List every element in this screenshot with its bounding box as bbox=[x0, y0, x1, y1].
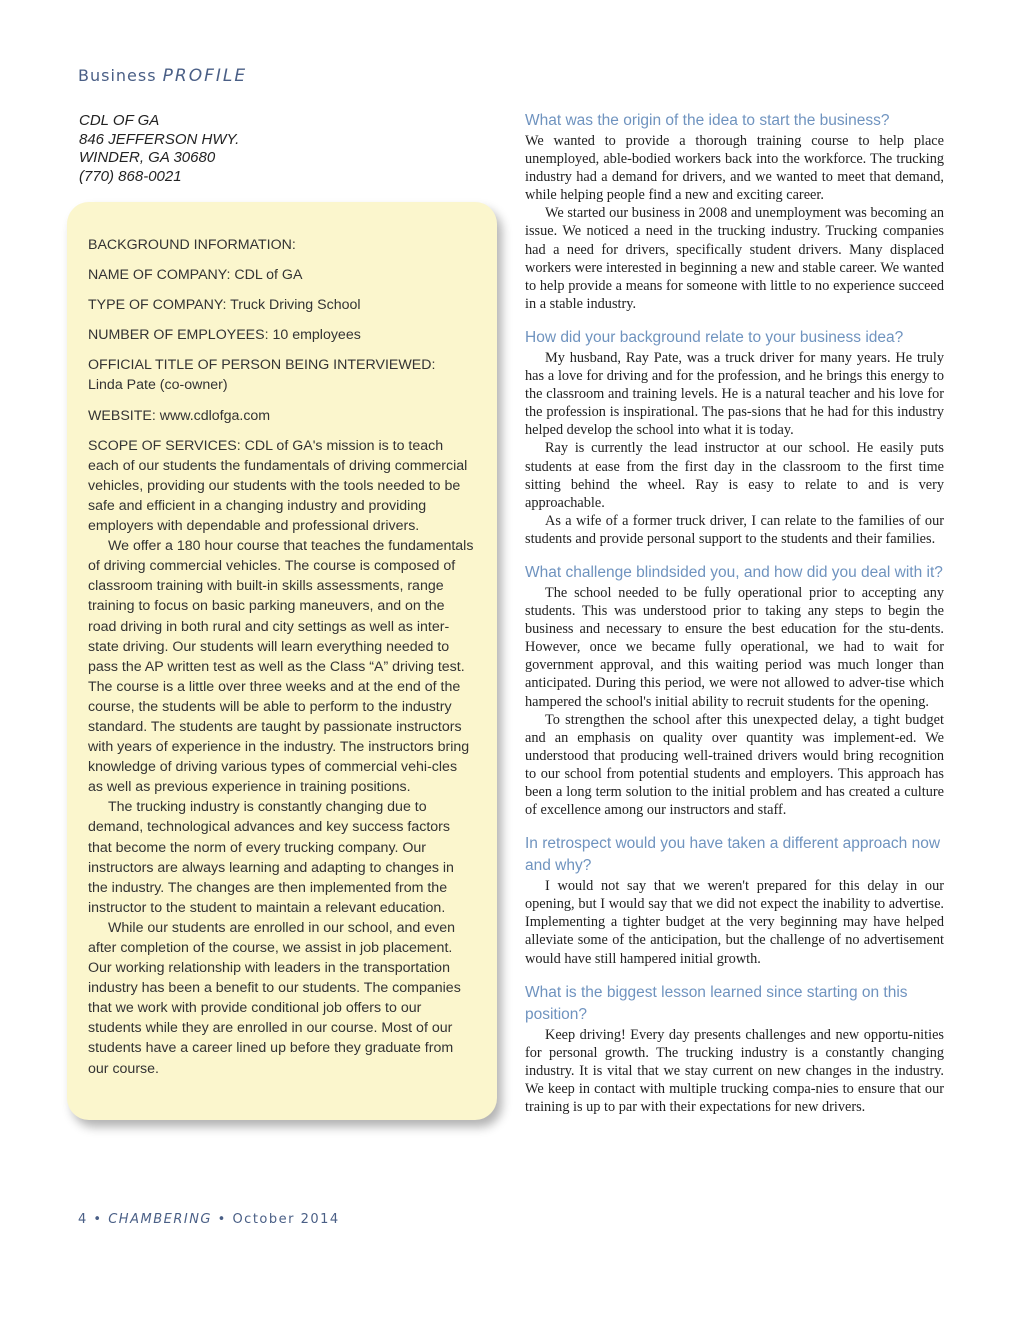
answer-paragraph: My husband, Ray Pate, was a truck driver for many years. He truly has a love for driving and for the profession, and he brings this energy to the classroom and training levels. He is a natural teacher and his love for the profession is inspirational. The pas-sions that he had for this industry helped develop the school into what it is today. bbox=[525, 349, 944, 439]
company-name: NAME OF COMPANY: CDL of GA bbox=[88, 267, 303, 284]
qa-block bbox=[525, 562, 944, 819]
company-address bbox=[79, 112, 239, 186]
background-heading: BACKGROUND INFORMATION: bbox=[88, 237, 296, 253]
interviewee-title-label: OFFICIAL TITLE OF PERSON BEING INTERVIEWED: bbox=[88, 357, 436, 374]
scope-paragraph: While our students are enrolled in our school, and even after completion of the course, we assist in job placement. Our working relationship with leaders in the transportation industry has been a benefit to our students. The companies that we work with provide conditional job offers to our students while they are enrolled in our course. Most of our students have a career lined up before they graduate from our course. bbox=[88, 919, 461, 1077]
qa-block bbox=[525, 833, 944, 967]
answer-paragraph: To strengthen the school after this unexpected delay, a tight budget and an emphasis on quality over quantity was implement-ed. We understood that producing well-trained drivers would bring recognition to our school from potential students and employers. This approach has been a long term solution to the initial problem and has created a culture of excellence among our instructors and staff. bbox=[525, 711, 944, 819]
question-heading: What is the biggest lesson learned since starting on this position? bbox=[525, 983, 908, 1023]
address-phone: (770) 868-0021 bbox=[79, 167, 182, 185]
company-type: TYPE OF COMPANY: Truck Driving School bbox=[88, 297, 361, 314]
qa-block bbox=[525, 327, 944, 548]
footer-bullet: • bbox=[217, 1212, 227, 1227]
answer-paragraph: We wanted to provide a thorough training course to help place unemployed, able-bodied workers back into the workforce. The trucking industry had a demand for drivers, and we wanted to meet that demand, while helping people find a new and exciting career. bbox=[525, 133, 944, 204]
page-number: 4 bbox=[78, 1212, 88, 1227]
website: WEBSITE: www.cdlofga.com bbox=[88, 407, 271, 424]
address-line: CDL OF GA bbox=[79, 112, 160, 129]
address-line: 846 JEFFERSON HWY. bbox=[79, 130, 240, 148]
qa-block bbox=[525, 982, 944, 1116]
interview-column bbox=[525, 110, 944, 1130]
issue-date: October 2014 bbox=[232, 1212, 340, 1227]
question-heading: What was the origin of the idea to start the business? bbox=[525, 112, 890, 129]
question-heading: How did your background relate to your business idea? bbox=[525, 328, 904, 346]
interviewee-title bbox=[88, 355, 475, 395]
qa-block bbox=[525, 110, 944, 313]
answer-paragraph: Keep driving! Every day presents challenges and new opportu-nities for personal growth. The trucking industry is a constantly changing industry. It is vital that we stay current on new changes in the industry. We keep in contact with multiple trucking compa-nies to ensure that our training is up to par with their expectations for new drivers. bbox=[525, 1026, 944, 1116]
answer-paragraph: I would not say that we weren't prepared for this delay in our opening, but I would say that we did not expect the inability to advertise. Implementing a tighter budget at the very beginning may have helped alleviate some of the anticipation, but the challenge of no advertisement would have still hampered initial growth. bbox=[525, 878, 944, 967]
interviewee-title-value: Linda Pate (co-owner) bbox=[88, 377, 228, 394]
answer-paragraph: We started our business in 2008 and unemployment was becoming an issue. We noticed a need in the trucking industry. Trucking companies had a need for drivers, specifically student drivers. Many displaced workers were interested in beginning a new and stable career. We wanted to help provide a means for someone with little to no experience succeed in a stable industry. bbox=[525, 205, 944, 312]
scope-paragraph: We offer a 180 hour course that teaches the fundamentals of driving commercial vehicles. The course is composed of classroom training with built-in skills assessments, range training to focus on basic parking maneuvers, and on the road driving in both rural and city settings as well as inter-state driving. Our students will learn everything needed to pass the AP written test as well as the Class “A” driving test. The course is a little over three weeks and at the end of the course, the students will be able to perform to the industry standard. The students are taught by passionate instructors with years of experience in the industry. The instructors bring knowledge of driving various types of commercial vehi-cles as well as previous experience in training positions. bbox=[88, 538, 474, 796]
employee-count: NUMBER OF EMPLOYEES: 10 employees bbox=[88, 327, 361, 344]
section-sublabel: PROFILE bbox=[162, 66, 248, 86]
address-line: WINDER, GA 30680 bbox=[79, 149, 216, 166]
background-info-box bbox=[67, 202, 497, 1120]
answer-paragraph: The school needed to be fully operational prior to accepting any students. This was understood prior to taking any steps to begin the business and necessary to ensure the best education for the stu-dents. However, once we became fully operational, we had to wait for government approval, and this waiting period was much longer than anticipated. During this period, we were not allowed to adver-tise which hampered the school's initial ability to recruit students for the opening. bbox=[525, 584, 944, 710]
answer-paragraph: As a wife of a former truck driver, I can relate to the families of our students and provide personal support to the students and their families. bbox=[525, 512, 944, 547]
page-footer bbox=[78, 1212, 340, 1227]
question-heading: In retrospect would you have taken a different approach now and why? bbox=[525, 835, 941, 875]
scope-paragraph: The trucking industry is constantly changing due to demand, technological advances and key success factors that become the norm of every trucking company. Our instructors are always learning and adapting to changes in the industry. The changes are then implemented from the instructor to the student to maintain a relevant education. bbox=[88, 799, 454, 916]
scope-paragraph: SCOPE OF SERVICES: CDL of GA's mission is to teach each of our students the fundamentals of driving commercial vehicles, providing our students with the tools needed to be safe and efficient in a changing industry and providing employers with dependable and professional drivers. bbox=[88, 437, 468, 535]
section-header bbox=[78, 66, 247, 86]
section-label: Business bbox=[78, 66, 157, 85]
answer-paragraph: Ray is currently the lead instructor at our school. He easily puts students at ease from the first day in the classroom to the first time sitting behind the wheel. Ray is easy to relate to and is very approachable. bbox=[525, 440, 944, 511]
magazine-name: CHAMBERING bbox=[108, 1212, 212, 1227]
footer-bullet: • bbox=[93, 1212, 103, 1227]
question-heading: What challenge blindsided you, and how did you deal with it? bbox=[525, 563, 943, 581]
